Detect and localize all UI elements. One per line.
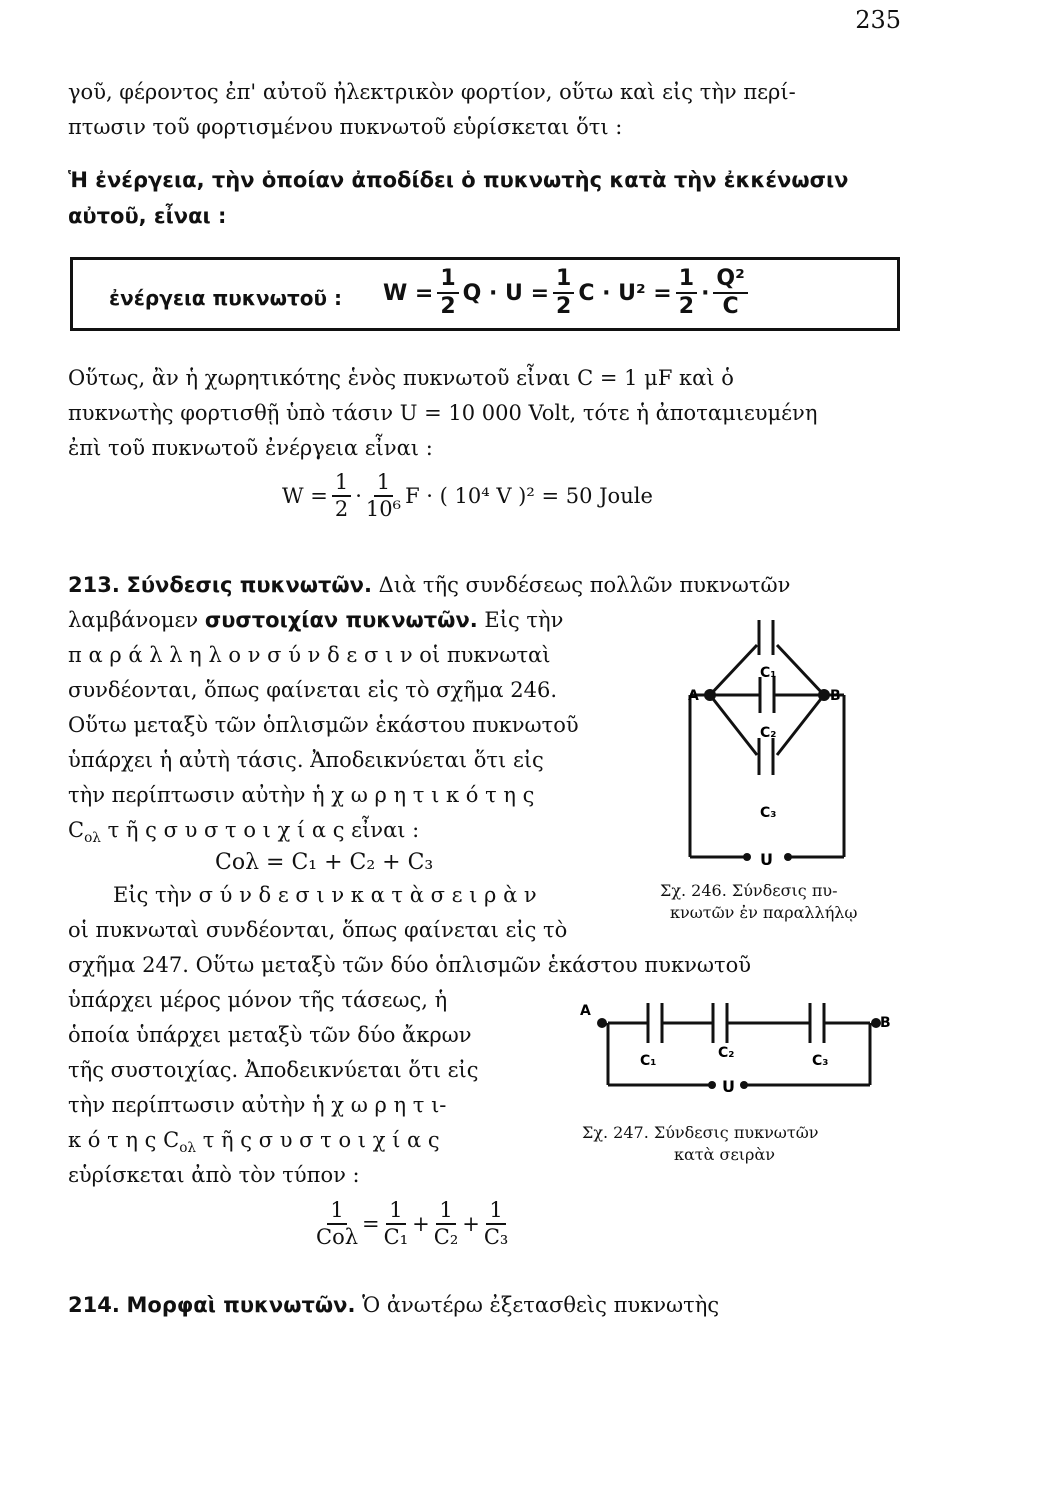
formula-label: ἐνέργεια πυκνωτοῦ : (109, 286, 342, 310)
bold-term: συστοιχίαν πυκνωτῶν. (204, 608, 478, 632)
fig247-label-c1: C₁ (640, 1053, 657, 1069)
example-calculation (282, 472, 653, 520)
s213-line-8 (68, 820, 419, 846)
frac-num: Q² (713, 268, 747, 294)
text: Εἰς τὴν (113, 883, 199, 907)
frac-den: 10⁶ (365, 497, 402, 521)
terminal-dot (740, 1081, 748, 1089)
section-text: Διὰ τῆς συνδέσεως πολλῶν πυκνωτῶν (371, 573, 791, 597)
fraction-half-3 (676, 268, 697, 318)
fig247-label-c2: C₂ (718, 1045, 735, 1061)
s213-line-3: π α ρ ά λ λ η λ ο ν σ ύ ν δ ε σ ι ν οἱ πυκνωταὶ (68, 643, 551, 667)
text: τ ῆ ς σ υ σ τ ο ι χ ί α ς (196, 1128, 440, 1152)
energy-statement-line-1: Ἡ ἐνέργεια, τὴν ὁποίαν ἀποδίδει ὁ πυκνωτὴς κατὰ τὴν ἐκκένωσιν (68, 168, 849, 192)
s213-line-9 (113, 885, 537, 906)
fig246-label-c3: C₃ (760, 805, 777, 821)
s213-line-10: οἱ πυκνωταὶ συνδέονται, ὅπως φαίνεται εἰς τὸ (68, 918, 568, 942)
fig246-label-c2: C₂ (760, 725, 777, 741)
frac-num: 1 (436, 1200, 455, 1225)
section-title: Μορφαὶ πυκνωτῶν. (126, 1293, 356, 1317)
figure-247-caption (582, 1122, 818, 1165)
section-text: Ὁ ἀνωτέρω ἐξετασθεὶς πυκνωτὴς (355, 1293, 720, 1317)
fig247-label-b: B (880, 1015, 891, 1031)
s213-line-2 (68, 610, 563, 631)
caption-line: κατὰ σειρὰν (674, 1144, 775, 1164)
subscript: ολ (84, 830, 101, 847)
frac-den: 2 (334, 497, 349, 521)
intro-line-1: γοῦ, φέροντος ἐπ' αὐτοῦ ἠλεκτρικὸν φορτίον, οὕτω καὶ εἰς τὴν περί- (68, 80, 796, 104)
fraction-half-1 (437, 268, 458, 318)
formula-term-3: · (701, 280, 710, 306)
frac-den: 2 (440, 294, 456, 319)
fig247-label-u: U (722, 1077, 735, 1096)
node-b-dot (818, 689, 830, 701)
frac-num: 1 (327, 1200, 346, 1225)
text: τ ῆ ς σ υ σ τ ο ι χ ί α ς εἶναι : (100, 818, 420, 842)
s213-line-15: τὴν περίπτωσιν αὐτὴν ἡ χ ω ρ η τ ι- (68, 1093, 447, 1117)
fraction-q2-over-c (713, 268, 747, 318)
section-214-heading (68, 1295, 900, 1316)
s213-line-17: εὑρίσκεται ἀπὸ τὸν τύπον : (68, 1163, 360, 1187)
terminal-dot (708, 1081, 716, 1089)
frac-den: Cολ (316, 1225, 359, 1249)
intro-line-2: πτωσιν τοῦ φορτισμένου πυκνωτοῦ εὑρίσκεται ὅτι : (68, 115, 623, 139)
figure-247-series-diagram (580, 995, 910, 1105)
formula-term-1: Q · U = (462, 280, 550, 306)
calc-w: W = (282, 484, 328, 508)
formula-term-2: C · U² = (578, 280, 672, 306)
frac-den: C₃ (483, 1225, 509, 1249)
section-number: 213. (68, 573, 120, 597)
frac-num: 1 (332, 472, 351, 497)
calc-dot: · (355, 484, 362, 508)
frac-num: 1 (386, 1200, 405, 1225)
series-frac-total (316, 1200, 358, 1248)
page-number: 235 (855, 6, 901, 34)
caption-line: κνωτῶν ἐν παραλλήλῳ (670, 902, 858, 922)
caption-line: Σχ. 246. Σύνδεσις πυ- (660, 881, 838, 900)
plus: + (412, 1212, 430, 1236)
fig247-label-a: A (580, 1003, 591, 1019)
fig247-label-c3: C₃ (812, 1053, 829, 1069)
subscript: ολ (179, 1140, 197, 1157)
s213-line-13: ὁποία ὑπάρχει μεταξὺ τῶν δύο ἄκρων (68, 1023, 472, 1047)
plus: + (462, 1212, 480, 1236)
terminal-dot (743, 853, 751, 861)
section-213-heading (68, 575, 900, 596)
s213-line-12: ὑπάρχει μέρος μόνον τῆς τάσεως, ἡ (68, 988, 448, 1012)
frac-den: C (722, 294, 739, 319)
text: σ ύ ν δ ε σ ι ν κ α τ ὰ σ ε ι ρ ὰ ν (198, 883, 537, 907)
energy-statement-line-2: αὐτοῦ, εἶναι : (68, 204, 227, 228)
fig246-label-a: A (688, 688, 699, 704)
frac-den: 2 (556, 294, 572, 319)
fig246-label-u: U (760, 850, 773, 869)
series-frac-c2 (434, 1200, 459, 1248)
s213-line-14: τῆς συστοιχίας. Ἀποδεικνύεται ὅτι εἰς (68, 1058, 479, 1082)
s213-line-4: συνδέονται, ὅπως φαίνεται εἰς τὸ σχῆμα 246. (68, 678, 558, 702)
s213-line-5: Οὕτω μεταξὺ τῶν ὁπλισμῶν ἑκάστου πυκνωτοῦ (68, 713, 579, 737)
energy-formula-box (70, 257, 900, 331)
text: λαμβάνομεν (68, 608, 205, 632)
energy-formula (383, 268, 752, 318)
example-line-2: πυκνωτὴς φορτισθῇ ὑπὸ τάσιν U = 10 000 Volt, τότε ἡ ἀποταμιευμένη (68, 401, 818, 425)
equals: = (362, 1212, 380, 1236)
example-line-3: ἐπὶ τοῦ πυκνωτοῦ ἐνέργεια εἶναι : (68, 436, 433, 460)
calc-fraction-half (332, 472, 351, 520)
node-a-dot (597, 1018, 607, 1028)
section-title: Σύνδεσις πυκνωτῶν. (126, 573, 372, 597)
caption-line: Σχ. 247. Σύνδεσις πυκνωτῶν (582, 1123, 819, 1142)
series-frac-c3 (484, 1200, 509, 1248)
s213-line-6: ὑπάρχει ἡ αὐτὴ τάσις. Ἀποδεικνύεται ὅτι εἰς (68, 748, 544, 772)
fig246-label-b: B (830, 688, 841, 704)
series-frac-c1 (384, 1200, 409, 1248)
fig246-label-c1: C₁ (760, 665, 777, 681)
frac-num: 1 (676, 268, 697, 294)
section-number: 214. (68, 1293, 120, 1317)
calc-fraction-micro (366, 472, 401, 520)
formula-lhs: W = (383, 280, 434, 306)
example-line-1: Οὕτως, ἂν ἡ χωρητικότης ἑνὸς πυκνωτοῦ εἶναι C = 1 μF καὶ ὁ (68, 366, 734, 390)
fraction-half-2 (553, 268, 574, 318)
parallel-formula: Cολ = C₁ + C₂ + C₃ (215, 850, 434, 875)
series-formula (312, 1200, 512, 1248)
s213-line-7: τὴν περίπτωσιν αὐτὴν ἡ χ ω ρ η τ ι κ ό τ η ς (68, 783, 535, 807)
frac-num: 1 (437, 268, 458, 294)
frac-den: C₂ (433, 1225, 459, 1249)
figure-246-caption (660, 880, 857, 923)
calc-rest: F · ( 10⁴ V )² = 50 Joule (405, 484, 653, 508)
text: κ ό τ η ς C (68, 1128, 180, 1152)
figure-246-parallel-diagram (680, 595, 910, 875)
terminal-dot (784, 853, 792, 861)
node-a-dot (704, 689, 716, 701)
s213-line-16 (68, 1130, 440, 1156)
frac-num: 1 (553, 268, 574, 294)
frac-num: 1 (486, 1200, 505, 1225)
text: C (68, 818, 85, 842)
frac-den: C₁ (383, 1225, 409, 1249)
frac-num: 1 (374, 472, 393, 497)
s213-line-11: σχῆμα 247. Οὕτω μεταξὺ τῶν δύο ὁπλισμῶν ἑκάστου πυκνωτοῦ (68, 953, 751, 977)
frac-den: 2 (678, 294, 695, 319)
text: Εἰς τὴν (477, 608, 564, 632)
